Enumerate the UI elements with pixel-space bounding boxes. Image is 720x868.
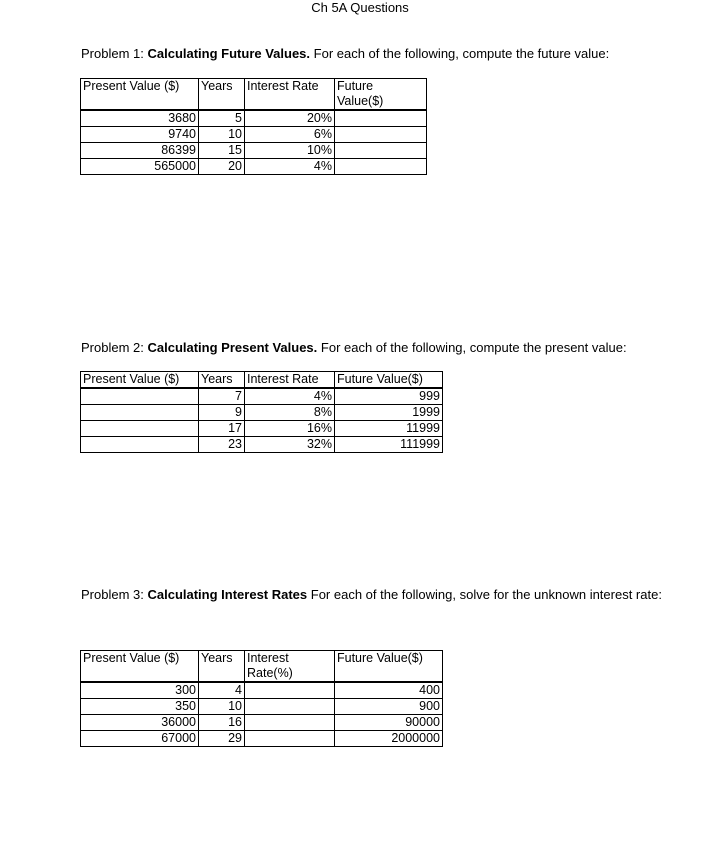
header-interest-rate: Interest Rate — [245, 372, 335, 389]
table-header-row — [81, 372, 443, 389]
cell-years[interactable]: 20 — [199, 159, 245, 175]
cell-future-value[interactable]: 90000 — [335, 715, 443, 731]
cell-interest-rate[interactable]: 16% — [245, 421, 335, 437]
problem-2-instruction: For each of the following, compute the present value: — [317, 340, 627, 355]
cell-present-value[interactable]: 350 — [81, 699, 199, 715]
header-present-value: Present Value ($) — [81, 79, 199, 111]
cell-future-value[interactable]: 900 — [335, 699, 443, 715]
cell-present-value[interactable]: 86399 — [81, 143, 199, 159]
cell-future-value[interactable]: 11999 — [335, 421, 443, 437]
table-row — [81, 715, 443, 731]
header-interest-rate-text: Interest Rate(%) — [247, 651, 293, 680]
header-present-value: Present Value ($) — [81, 372, 199, 389]
cell-future-value[interactable]: 999 — [335, 388, 443, 405]
cell-future-value[interactable] — [335, 127, 427, 143]
problem-3-statement — [81, 586, 681, 603]
table-row — [81, 405, 443, 421]
problem-1-statement — [81, 45, 681, 62]
problem-1-instruction: For each of the following, compute the future value: — [310, 46, 610, 61]
header-present-value: Present Value ($) — [81, 651, 199, 683]
table-row — [81, 110, 427, 127]
page-title: Ch 5A Questions — [311, 0, 409, 15]
cell-years[interactable]: 16 — [199, 715, 245, 731]
table-row — [81, 159, 427, 175]
table-row — [81, 437, 443, 453]
cell-present-value[interactable]: 565000 — [81, 159, 199, 175]
cell-future-value[interactable] — [335, 143, 427, 159]
table-row — [81, 699, 443, 715]
cell-interest-rate[interactable]: 8% — [245, 405, 335, 421]
cell-present-value[interactable]: 3680 — [81, 110, 199, 127]
cell-future-value[interactable]: 400 — [335, 682, 443, 699]
cell-years[interactable]: 7 — [199, 388, 245, 405]
cell-interest-rate[interactable] — [245, 731, 335, 747]
cell-interest-rate[interactable]: 10% — [245, 143, 335, 159]
cell-years[interactable]: 4 — [199, 682, 245, 699]
problem-3-heading: Calculating Interest Rates — [147, 587, 308, 602]
interest-rate-table — [80, 650, 443, 747]
table-row — [81, 682, 443, 699]
header-future-value: Future Value($) — [335, 372, 443, 389]
problem-3-instruction: For each of the following, solve for the unknown interest rate: — [307, 587, 662, 602]
cell-interest-rate[interactable] — [245, 699, 335, 715]
cell-future-value[interactable]: 1999 — [335, 405, 443, 421]
table-row — [81, 127, 427, 143]
cell-years[interactable]: 5 — [199, 110, 245, 127]
table-row — [81, 388, 443, 405]
table-header-row — [81, 651, 443, 683]
header-future-value: Future Value($) — [335, 651, 443, 683]
cell-present-value[interactable] — [81, 388, 199, 405]
header-years: Years — [199, 372, 245, 389]
cell-present-value[interactable]: 300 — [81, 682, 199, 699]
cell-years[interactable]: 29 — [199, 731, 245, 747]
header-interest-rate — [245, 651, 335, 683]
problem-2-heading: Calculating Present Values. — [147, 340, 318, 355]
cell-present-value[interactable] — [81, 405, 199, 421]
cell-years[interactable]: 17 — [199, 421, 245, 437]
problem-1-label: Problem 1: — [81, 46, 148, 61]
cell-interest-rate[interactable] — [245, 682, 335, 699]
problem-2-label: Problem 2: — [81, 340, 148, 355]
cell-present-value[interactable]: 67000 — [81, 731, 199, 747]
table-row — [81, 143, 427, 159]
cell-present-value[interactable] — [81, 437, 199, 453]
cell-years[interactable]: 23 — [199, 437, 245, 453]
table-header-row — [81, 79, 427, 111]
table-row — [81, 731, 443, 747]
cell-present-value[interactable] — [81, 421, 199, 437]
problem-3-label: Problem 3: — [81, 587, 148, 602]
cell-interest-rate[interactable]: 6% — [245, 127, 335, 143]
cell-interest-rate[interactable] — [245, 715, 335, 731]
cell-future-value[interactable]: 111999 — [335, 437, 443, 453]
cell-present-value[interactable]: 36000 — [81, 715, 199, 731]
cell-future-value[interactable]: 2000000 — [335, 731, 443, 747]
table-row — [81, 421, 443, 437]
present-value-table — [80, 371, 443, 453]
header-years: Years — [199, 79, 245, 111]
cell-interest-rate[interactable]: 20% — [245, 110, 335, 127]
cell-interest-rate[interactable]: 4% — [245, 159, 335, 175]
cell-interest-rate[interactable]: 4% — [245, 388, 335, 405]
header-years: Years — [199, 651, 245, 683]
header-future-value — [335, 79, 427, 111]
problem-2-statement — [81, 339, 681, 356]
header-future-value-text: Future Value($) — [337, 79, 384, 108]
future-value-table — [80, 78, 427, 175]
cell-present-value[interactable]: 9740 — [81, 127, 199, 143]
cell-future-value[interactable] — [335, 159, 427, 175]
cell-future-value[interactable] — [335, 110, 427, 127]
header-interest-rate: Interest Rate — [245, 79, 335, 111]
cell-years[interactable]: 15 — [199, 143, 245, 159]
cell-years[interactable]: 10 — [199, 127, 245, 143]
problem-1-heading: Calculating Future Values. — [147, 46, 311, 61]
cell-years[interactable]: 9 — [199, 405, 245, 421]
cell-interest-rate[interactable]: 32% — [245, 437, 335, 453]
cell-years[interactable]: 10 — [199, 699, 245, 715]
